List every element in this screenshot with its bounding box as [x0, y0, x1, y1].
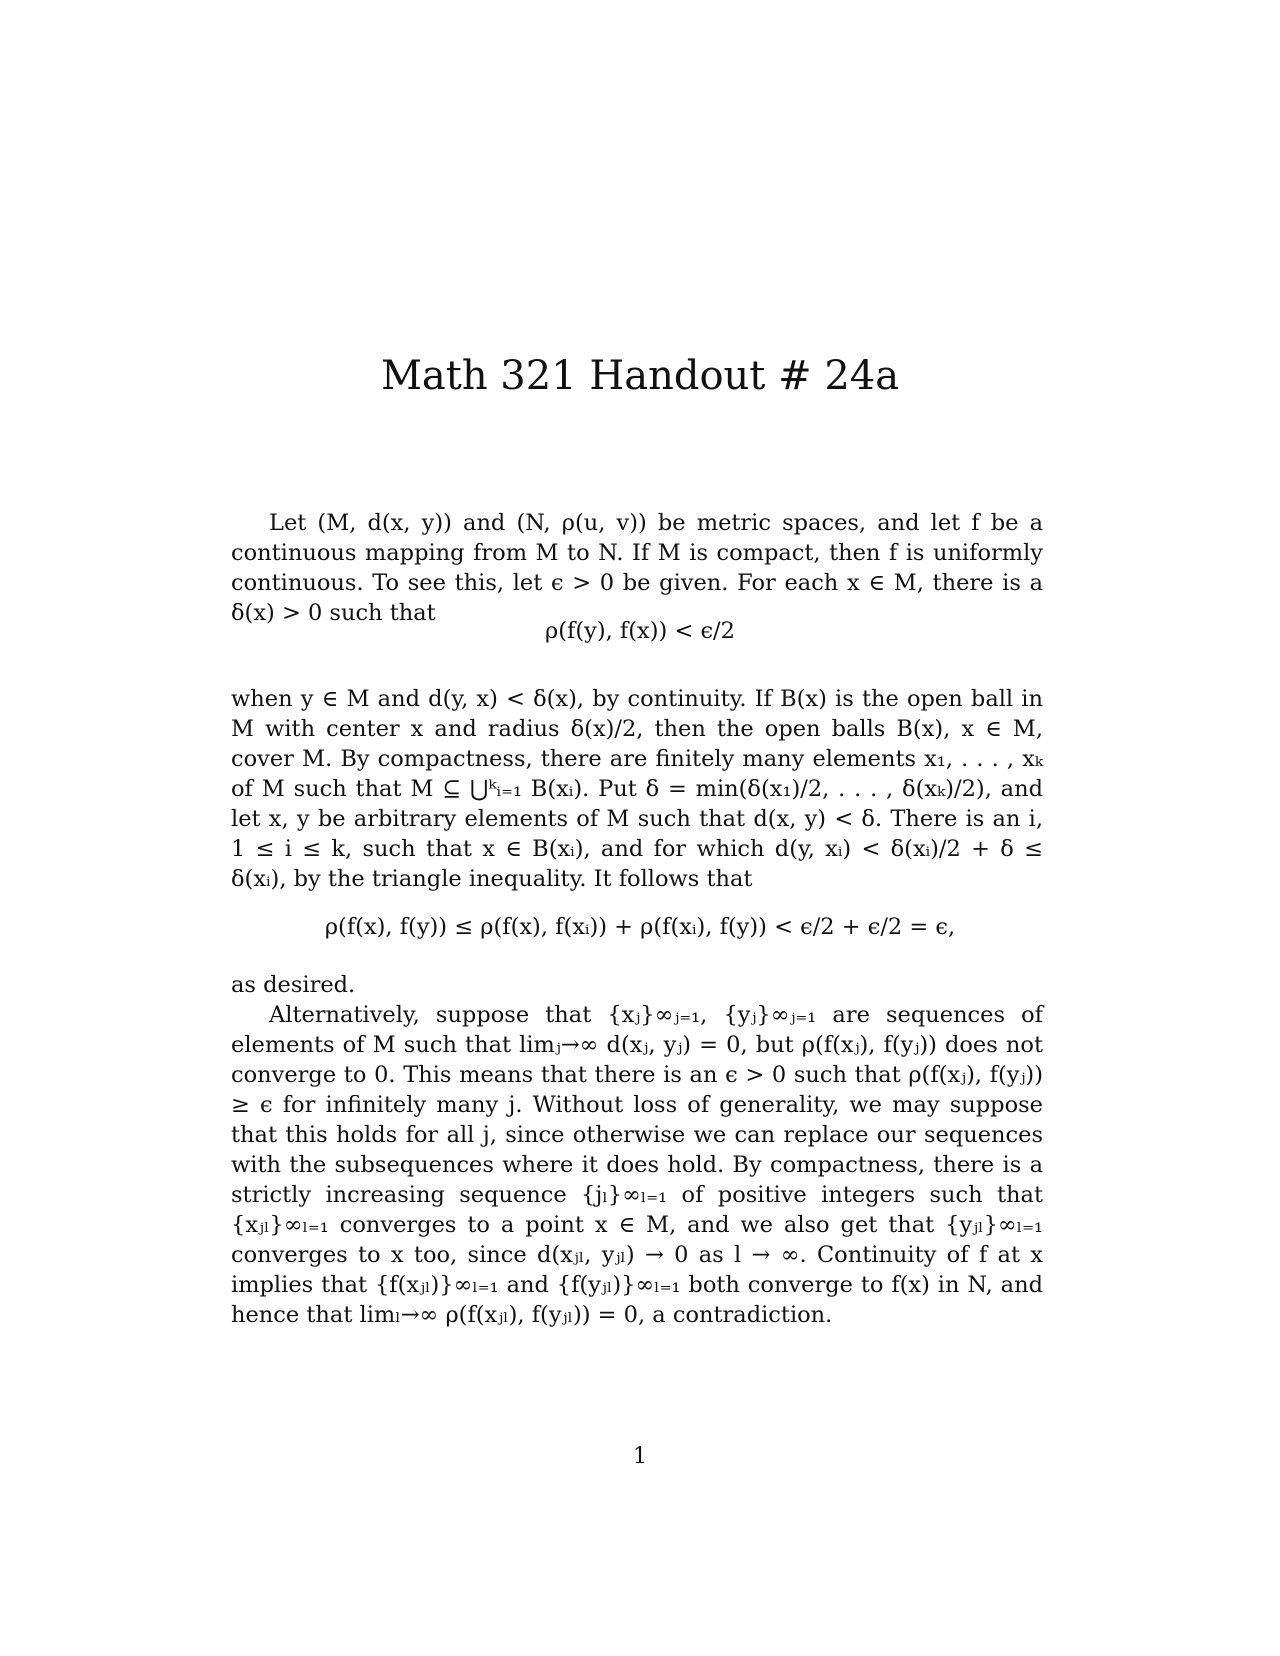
page-number: 1 [633, 1444, 647, 1469]
page-title: Math 321 Handout # 24a [380, 353, 900, 399]
paragraph-intro: Let (M, d(x, y)) and (N, ρ(u, v)) be metric spaces, and let f be a continuous mapping from M to N. If M is compact, then f is uniformly continuous. To see this, let ϵ > 0 be given. For each x ∈ M, there is a δ(x) > 0 such that [231, 510, 1043, 626]
equation-triangle-inequality: ρ(f(x), f(y)) ≤ ρ(f(x), f(xᵢ)) + ρ(f(xᵢ), f(y)) < ϵ/2 + ϵ/2 = ϵ, [324, 914, 956, 940]
paragraph-alternative-proof: Alternatively, suppose that {xⱼ}∞ⱼ₌₁, {yⱼ}∞ⱼ₌₁ are sequences of elements of M such that limⱼ→∞ d(xⱼ, yⱼ) = 0, but ρ(f(xⱼ), f(yⱼ)) does not converge to 0. This means that there is an ϵ > 0 such that ρ(f(xⱼ), f(yⱼ)) ≥ ϵ for infinitely many j. Without loss of generality, we may suppose that this holds for all j, since otherwise we can replace our sequences with the subsequences where it does hold. By compactness, there is a strictly increasing sequence {jₗ}∞ₗ₌₁ of positive integers such that {xⱼₗ}∞ₗ₌₁ converges to a point x ∈ M, and we also get that {yⱼₗ}∞ₗ₌₁ converges to x too, since d(xⱼₗ, yⱼₗ) → 0 as l → ∞. Continuity of f at x implies that {f(xⱼₗ)}∞ₗ₌₁ and {f(yⱼₗ)}∞ₗ₌₁ both converge to f(x) in N, and hence that limₗ→∞ ρ(f(xⱼₗ), f(yⱼₗ)) = 0, a contradiction. [231, 1002, 1043, 1328]
equation-continuity: ρ(f(y), f(x)) < ϵ/2 [545, 618, 735, 644]
paragraph-compactness-argument: when y ∈ M and d(y, x) < δ(x), by continuity. If B(x) is the open ball in M with center x and radius δ(x)/2, then the open balls B(x), x ∈ M, cover M. By compactness, there are finitely many elements x₁, . . . , xₖ of M such that M ⊆ ⋃ᵏᵢ₌₁ B(xᵢ). Put δ = min(δ(x₁)/2, . . . , δ(xₖ)/2), and let x, y be arbitrary elements of M such that d(x, y) < δ. There is an i, 1 ≤ i ≤ k, such that x ∈ B(xᵢ), and for which d(y, xᵢ) < δ(xᵢ)/2 + δ ≤ δ(xᵢ), by the triangle inequality. It follows that [231, 686, 1043, 892]
paragraph-as-desired: as desired. [231, 972, 356, 998]
